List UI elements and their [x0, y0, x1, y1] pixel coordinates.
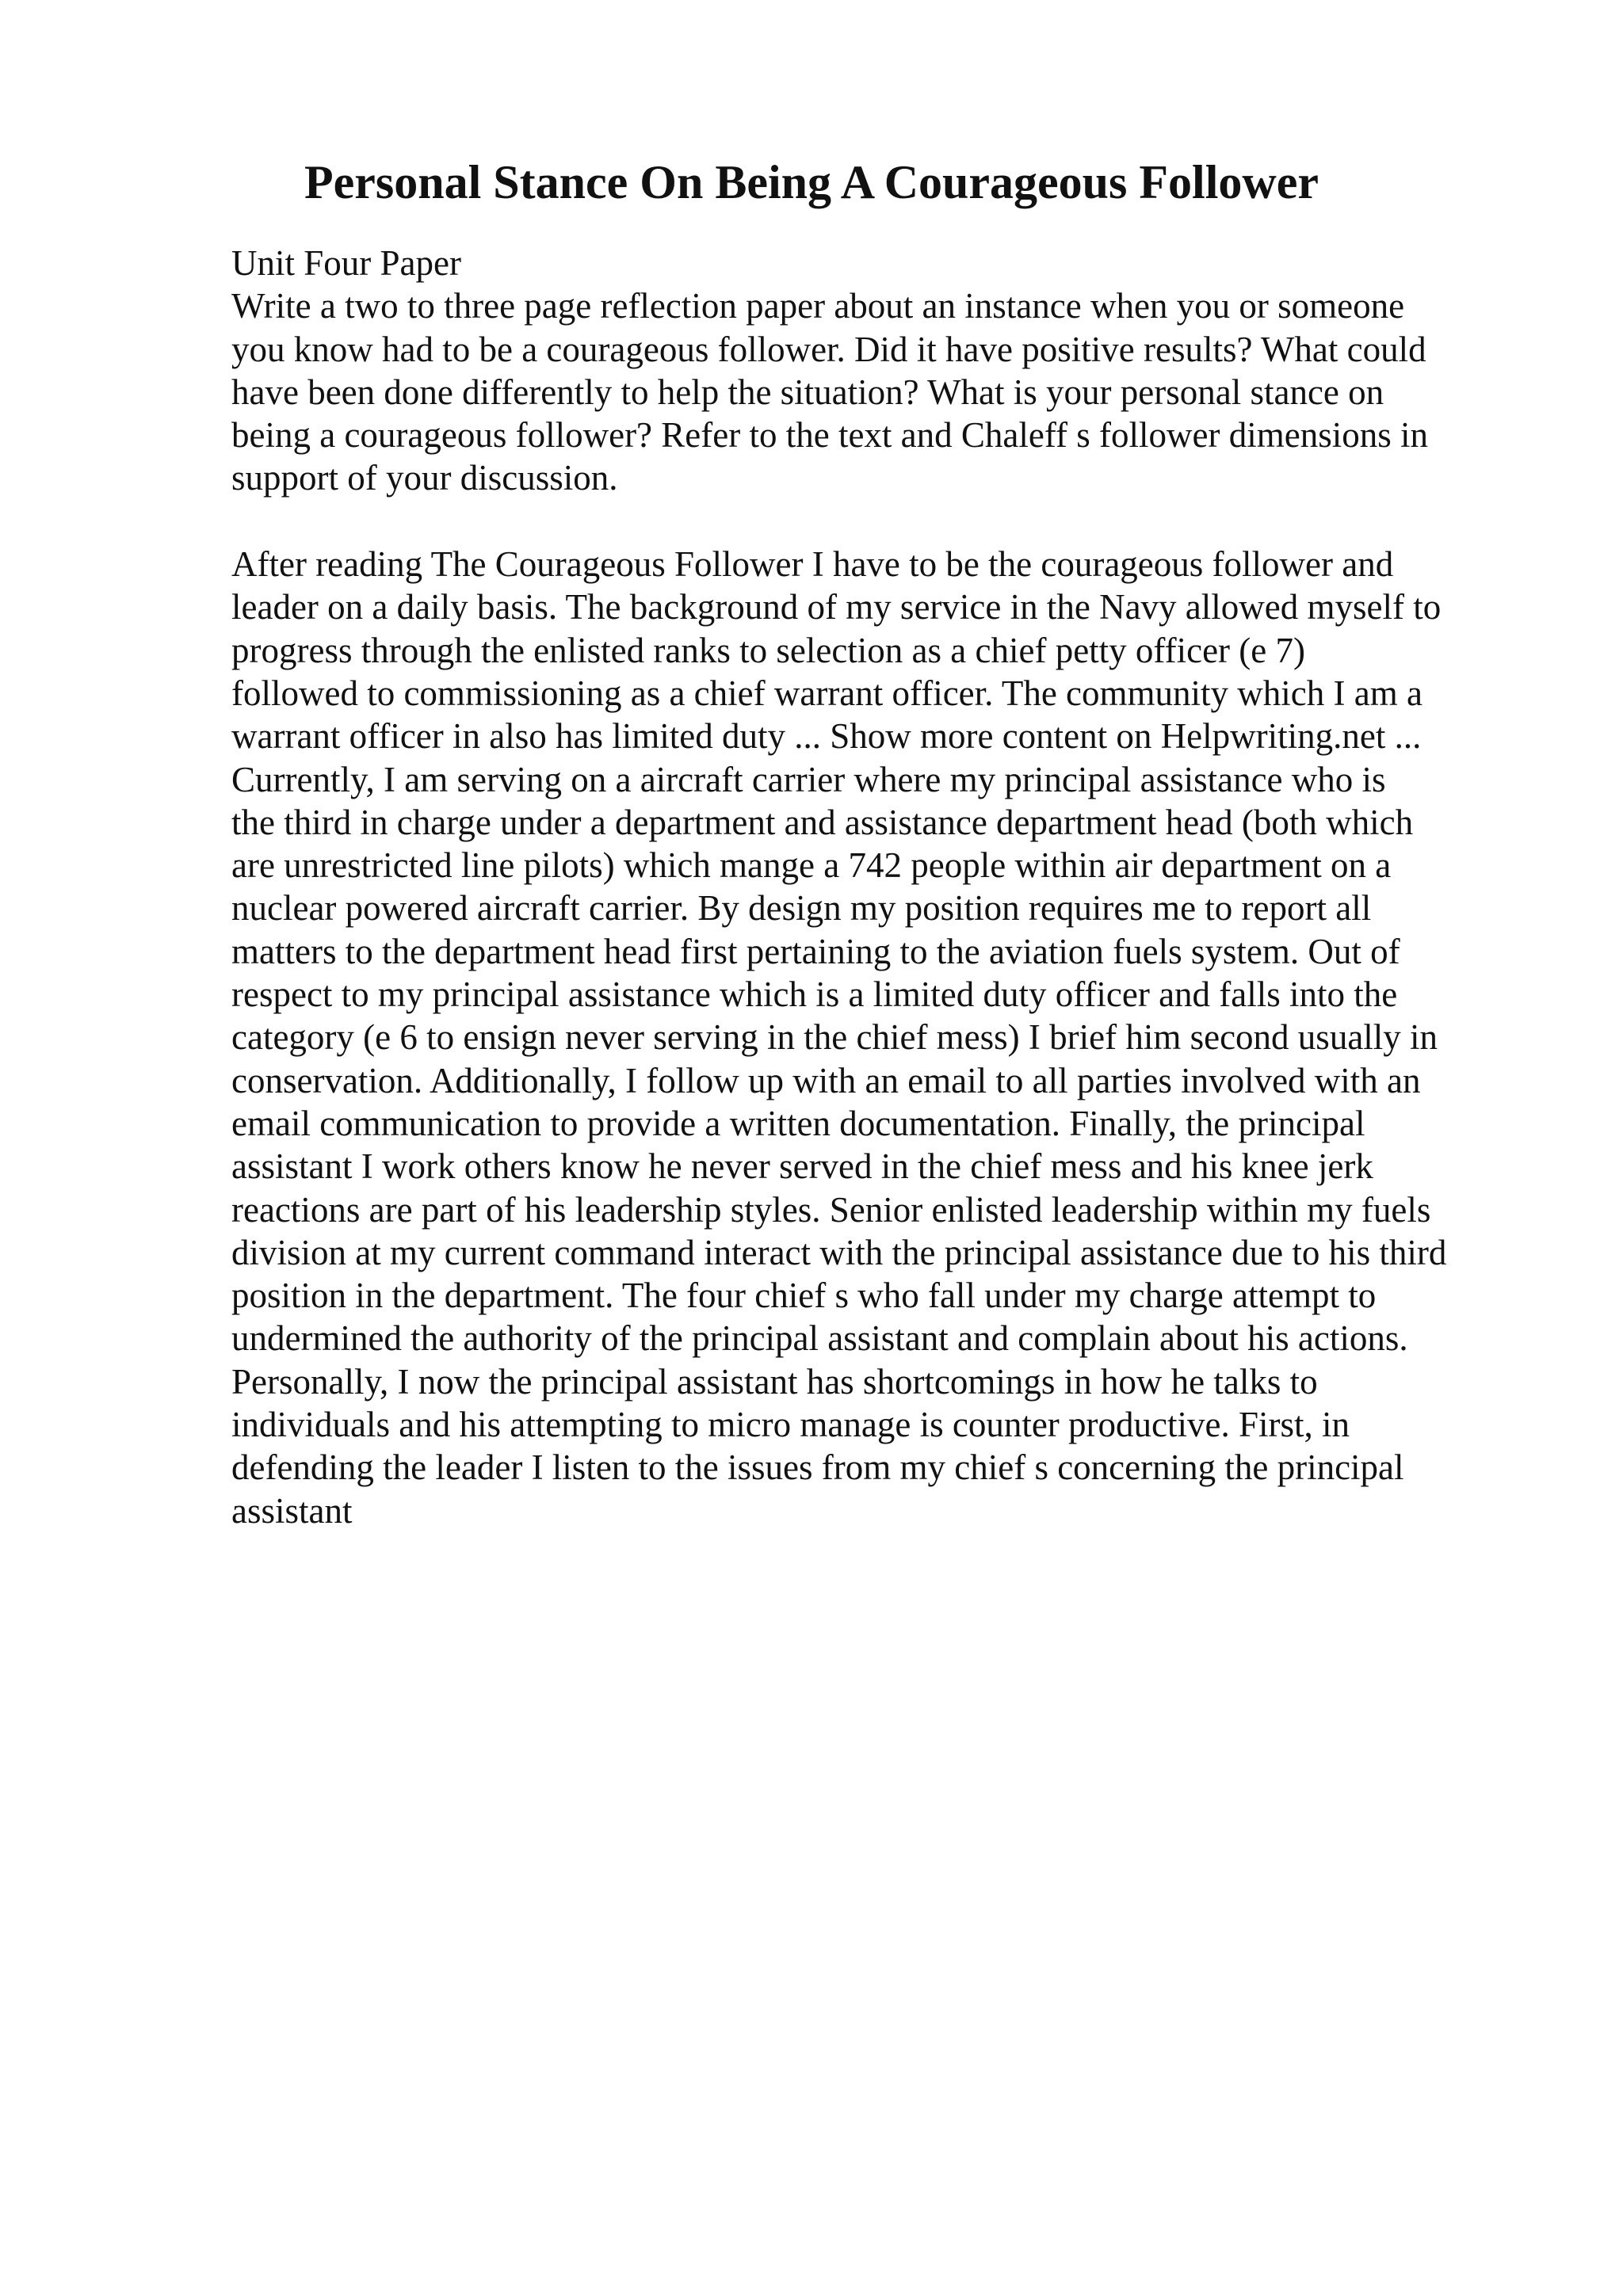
- body-line: progress through the enlisted ranks to selection as a chief petty officer (e 7): [231, 630, 1305, 670]
- prompt-line: being a courageous follower? Refer to the text and Chaleff s follower dimensions in: [231, 415, 1428, 456]
- document-title: Personal Stance On Being A Courageous Follower: [304, 156, 1319, 208]
- body-line: division at my current command interact with the principal assistance due to his third: [231, 1232, 1447, 1272]
- body-line: are unrestricted line pilots) which mange a 742 people within air department on a: [231, 845, 1392, 886]
- prompt-line: support of your discussion.: [231, 458, 618, 498]
- body-line: leader on a daily basis. The background of my service in the Navy allowed myself to: [231, 587, 1442, 627]
- body-line: conservation. Additionally, I follow up with an email to all parties involved with an: [231, 1060, 1421, 1100]
- body-line: followed to commissioning as a chief warrant officer. The community which I am a: [231, 673, 1423, 713]
- body-line: warrant officer in also has limited duty ... Show more content on Helpwriting.net ...: [231, 716, 1422, 757]
- body-line: defending the leader I listen to the issues from my chief s concerning the principal: [231, 1447, 1404, 1488]
- body-line: position in the department. The four chief s who fall under my charge attempt to: [231, 1276, 1377, 1316]
- prompt-line: Write a two to three page reflection paper about an instance when you or someone: [231, 286, 1405, 326]
- body-line: email communication to provide a written documentation. Finally, the principal: [231, 1103, 1365, 1143]
- prompt-line: have been done differently to help the situation? What is your personal stance on: [231, 372, 1384, 412]
- body-line: individuals and his attempting to micro manage is counter productive. First, in: [231, 1405, 1350, 1445]
- prompt-line: you know had to be a courageous follower. Did it have positive results? What could: [231, 329, 1426, 369]
- body-line: matters to the department head first pertaining to the aviation fuels system. Out of: [231, 931, 1400, 971]
- body-line: category (e 6 to ensign never serving in the chief mess) I brief him second usually in: [231, 1017, 1438, 1058]
- body-line: respect to my principal assistance which is a limited duty officer and falls into the: [231, 974, 1398, 1015]
- body-line: assistant: [231, 1490, 353, 1531]
- body-line: undermined the authority of the principal assistant and complain about his actions.: [231, 1318, 1408, 1359]
- body-line: reactions are part of his leadership styles. Senior enlisted leadership within my fuels: [231, 1189, 1431, 1230]
- body-line: nuclear powered aircraft carrier. By design my position requires me to report all: [231, 888, 1372, 929]
- body-line: the third in charge under a department and assistance department head (both which: [231, 802, 1414, 842]
- body-line: Currently, I am serving on a aircraft carrier where my principal assistance who is: [231, 759, 1386, 799]
- body-line: assistant I work others know he never served in the chief mess and his knee jerk: [231, 1146, 1373, 1187]
- document-body: [231, 242, 1499, 1532]
- paragraph-gap: [231, 500, 1499, 543]
- body-line: Personally, I now the principal assistant has shortcomings in how he talks to: [231, 1361, 1318, 1402]
- body-line: After reading The Courageous Follower I have to be the courageous follower and: [231, 544, 1394, 585]
- section-heading: Unit Four Paper: [231, 243, 461, 283]
